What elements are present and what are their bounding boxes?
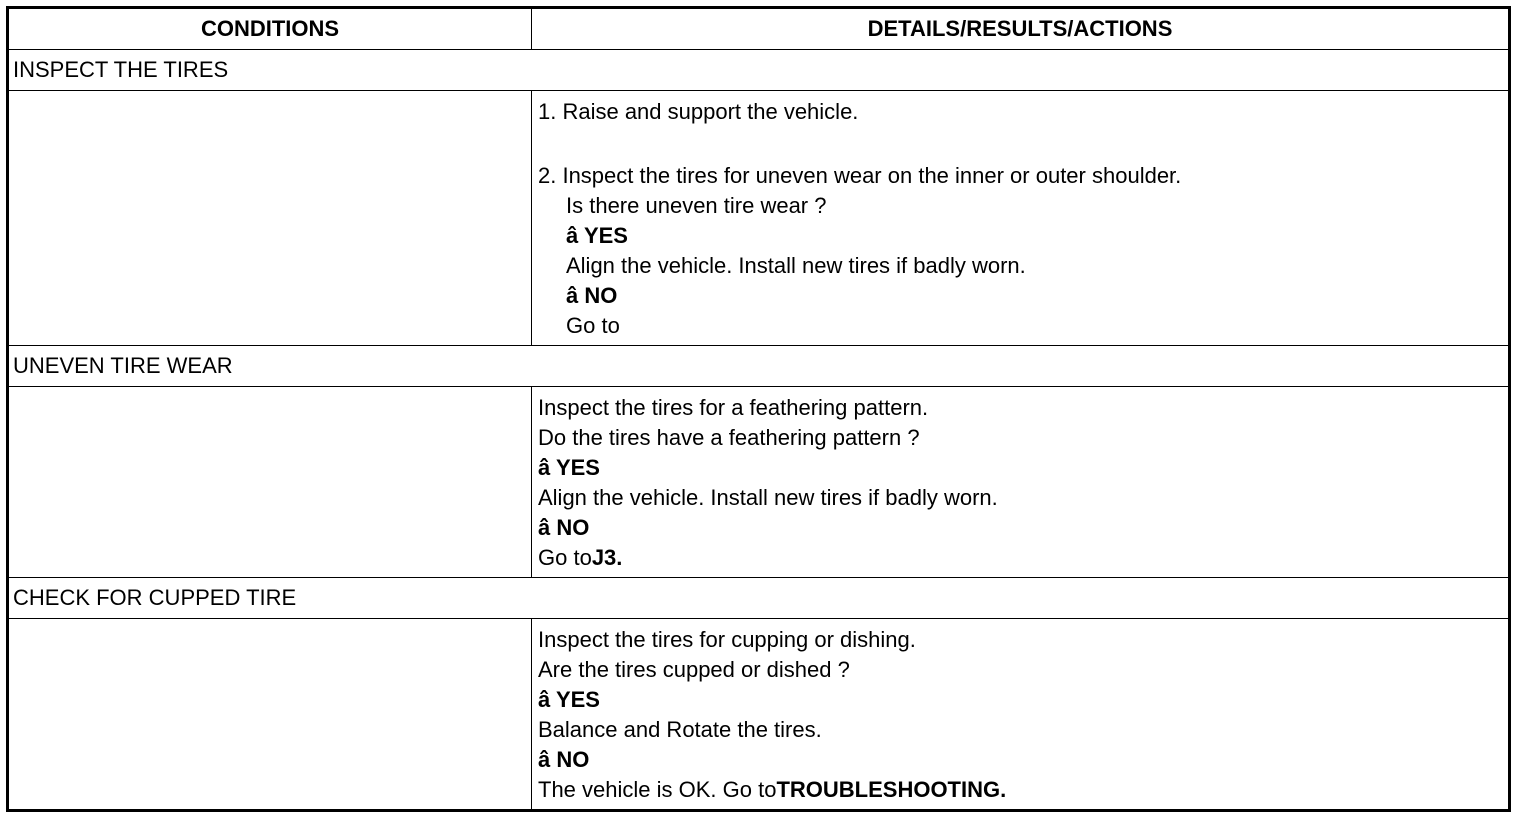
no-label: â NO bbox=[538, 515, 590, 540]
step-text: Inspect the tires for a feathering pattern. bbox=[538, 395, 929, 420]
section-body-row bbox=[8, 91, 1510, 346]
question-text: Is there uneven tire wear ? bbox=[566, 193, 827, 218]
question-text: Are the tires cupped or dished ? bbox=[538, 657, 850, 682]
header-row bbox=[8, 8, 1510, 50]
details-cell bbox=[532, 619, 1510, 811]
yes-label: â YES bbox=[538, 687, 600, 712]
conditions-cell bbox=[8, 619, 532, 811]
step-text: 2. Inspect the tires for uneven wear on the inner or outer shoulder. bbox=[538, 163, 1182, 188]
no-label: â NO bbox=[566, 283, 618, 308]
no-action-line bbox=[538, 543, 1508, 573]
section-title-row bbox=[8, 578, 1510, 619]
details-header: DETAILS/RESULTS/ACTIONS bbox=[532, 8, 1510, 50]
no-action: Go to bbox=[566, 313, 620, 338]
diagnostic-table bbox=[6, 6, 1511, 812]
details-cell bbox=[532, 387, 1510, 578]
conditions-cell bbox=[8, 387, 532, 578]
no-target-link[interactable]: TROUBLESHOOTING. bbox=[776, 777, 1007, 802]
yes-label: â YES bbox=[538, 455, 600, 480]
section-title: UNEVEN TIRE WEAR bbox=[8, 346, 1510, 387]
section-title: INSPECT THE TIRES bbox=[8, 50, 1510, 91]
section-body-row bbox=[8, 387, 1510, 578]
section-title-row bbox=[8, 50, 1510, 91]
no-action: Go to bbox=[538, 545, 592, 570]
question-text: Do the tires have a feathering pattern ? bbox=[538, 425, 920, 450]
section-body-row bbox=[8, 619, 1510, 811]
yes-action: Align the vehicle. Install new tires if badly worn. bbox=[566, 253, 1026, 278]
yes-action: Balance and Rotate the tires. bbox=[538, 717, 822, 742]
yes-label: â YES bbox=[566, 223, 628, 248]
details-cell bbox=[532, 91, 1510, 346]
step-text: 1. Raise and support the vehicle. bbox=[538, 99, 859, 124]
step-text: Inspect the tires for cupping or dishing. bbox=[538, 627, 916, 652]
no-label: â NO bbox=[538, 747, 590, 772]
no-target-link[interactable]: J3. bbox=[591, 545, 623, 570]
conditions-cell bbox=[8, 91, 532, 346]
no-action-line bbox=[538, 775, 1508, 805]
conditions-header: CONDITIONS bbox=[8, 8, 532, 50]
section-title: CHECK FOR CUPPED TIRE bbox=[8, 578, 1510, 619]
no-action: The vehicle is OK. Go to bbox=[538, 777, 777, 802]
section-title-row bbox=[8, 346, 1510, 387]
yes-action: Align the vehicle. Install new tires if badly worn. bbox=[538, 485, 998, 510]
diagnostic-table-container bbox=[6, 6, 1511, 812]
